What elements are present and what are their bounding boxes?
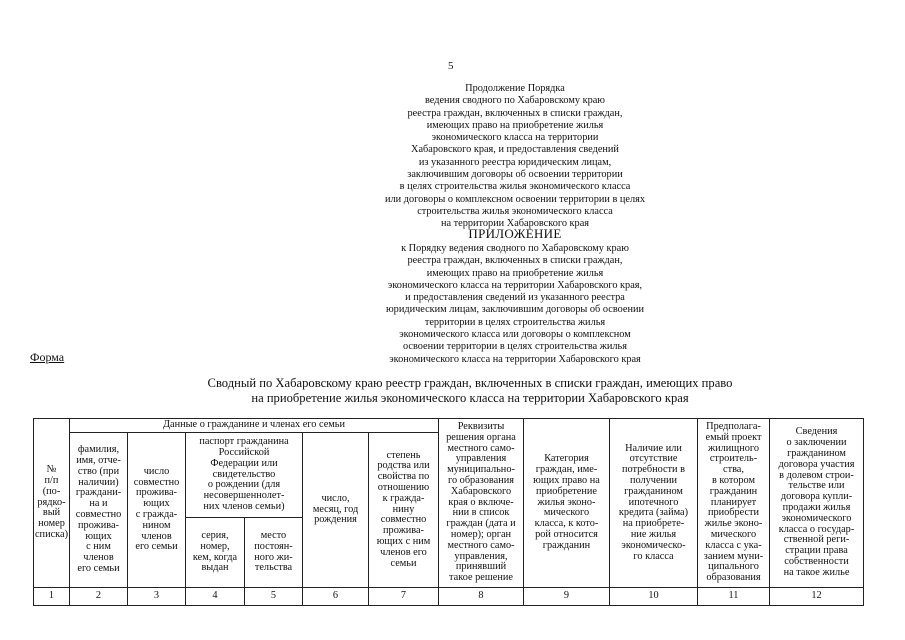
text-line: отсутствие — [629, 453, 678, 465]
text-line: в целях строительства жилья экономического класса — [399, 181, 631, 193]
text-line: такое решение — [449, 572, 513, 584]
text-line: номер — [38, 518, 65, 530]
text-line: договора купли- — [780, 491, 853, 503]
text-line: Предполага- — [706, 421, 761, 433]
text-line: экономического класса на территории — [431, 132, 599, 144]
text-line: прожива- — [136, 487, 177, 499]
text-line: нину — [392, 503, 415, 515]
text-line: к Порядку ведения сводного по Хабаровскому краю — [401, 243, 629, 254]
text-line: продажи жилья — [782, 502, 851, 513]
text-line: в долевом строи- — [779, 469, 854, 481]
text-line: ние жилья — [630, 528, 677, 540]
header-decision-details — [439, 419, 524, 588]
text-line: совместно — [380, 514, 427, 526]
text-line: экономического класса на территории Хабаровского края, — [387, 279, 643, 291]
text-line: ипотечного — [628, 496, 679, 508]
text-line: с ним — [86, 541, 111, 553]
text-line: го образования — [447, 475, 514, 486]
text-line: жилья эконо- — [537, 496, 596, 508]
text-line: граждан, име- — [535, 464, 598, 476]
text-line: экономического — [781, 512, 852, 524]
text-line: реестра граждан, включенных в списки граждан, — [407, 107, 623, 119]
continuation-header — [360, 83, 670, 231]
text-line: класса, к кото- — [534, 518, 599, 530]
header-passport — [186, 433, 303, 518]
col-number: 11 — [698, 588, 770, 606]
text-line: паспорт гражданина — [199, 436, 289, 448]
text-line: число, — [321, 492, 350, 504]
text-line: го класса — [633, 550, 674, 562]
text-line: ведения сводного по Хабаровскому краю — [425, 95, 605, 107]
col-number: 2 — [70, 588, 128, 606]
text-line: граждан (дата и — [446, 518, 516, 530]
text-line: местного само- — [447, 442, 515, 454]
text-line: граждани- — [75, 487, 122, 499]
text-line: гражданином — [624, 485, 683, 497]
text-line: Категория — [544, 453, 589, 465]
header-kinship — [369, 433, 439, 588]
column-numbers-row — [34, 588, 864, 606]
text-line: его семьи — [135, 541, 178, 553]
text-line: приобретение — [536, 485, 597, 497]
text-line: занием муни- — [703, 550, 764, 562]
text-line: жилищного — [708, 442, 759, 454]
text-line: отношению — [377, 482, 430, 493]
text-line: гражданином — [787, 448, 846, 460]
col-number: 6 — [303, 588, 369, 606]
text-line: тельства — [254, 562, 293, 574]
page-number: 5 — [448, 60, 454, 72]
text-line: класса о государ- — [778, 523, 855, 535]
col-number: 3 — [128, 588, 186, 606]
text-line: несовершеннолет- — [203, 490, 285, 502]
text-line: кредита (займа) — [618, 507, 689, 519]
text-line: юридическим лицам, заключившим договоры об освоении — [385, 304, 645, 316]
text-line: собственности — [784, 555, 849, 567]
text-line: рядко- — [37, 496, 66, 508]
text-line: принявший — [455, 561, 507, 573]
text-line: получении — [629, 475, 678, 486]
text-line: степень — [386, 449, 421, 461]
form-label: Форма — [30, 350, 65, 364]
col-number: 7 — [369, 588, 439, 606]
text-line: совместно — [75, 509, 122, 520]
text-line: ственной реги- — [783, 534, 850, 546]
text-line: (по- — [42, 485, 61, 497]
text-line: них членов семьи) — [203, 500, 285, 512]
text-line: имеющих право на приобретение жилья — [426, 267, 604, 279]
text-line: № — [46, 464, 57, 476]
text-line: родства или — [377, 460, 430, 472]
text-line: Сводный по Хабаровскому краю реестр граждан, включенных в списки граждан, имеющих право — [207, 376, 733, 390]
text-line: постоян- — [254, 540, 293, 552]
text-line: страции права — [785, 545, 848, 557]
text-line: Наличие или — [625, 442, 682, 454]
col-number: 5 — [245, 588, 303, 606]
text-line: местного само- — [447, 539, 515, 551]
header-residence — [245, 518, 303, 588]
text-line: свойства по — [377, 471, 430, 483]
header-family-count — [128, 433, 186, 588]
text-line: вый — [42, 507, 61, 519]
text-line: освоении территории в целях строительства жилья — [402, 341, 627, 353]
col-number: 9 — [524, 588, 610, 606]
text-line: на приобрете- — [622, 518, 685, 530]
text-line: Реквизиты — [457, 421, 505, 433]
text-line: договора участия — [778, 458, 855, 470]
text-line: ство (при — [77, 465, 120, 477]
text-line: мического — [543, 507, 590, 519]
text-line: управления, — [454, 550, 508, 562]
text-line: строитель- — [709, 453, 758, 465]
text-line: нином — [142, 519, 171, 531]
text-line: решения органа — [446, 431, 516, 443]
text-line: кем, когда — [192, 551, 238, 563]
text-line: фамилия, — [77, 444, 120, 456]
text-line: приобрести — [707, 507, 760, 519]
text-line: нии в список — [452, 507, 510, 519]
text-line: на и — [89, 498, 108, 510]
text-line: территории в целях строительства жилья — [424, 316, 606, 328]
header-row-number — [34, 419, 70, 588]
text-line: наличии) — [78, 476, 119, 488]
text-line: членов его — [380, 546, 427, 558]
text-line: Хабаровского края, и предоставления сведений — [411, 144, 619, 156]
text-line: число — [143, 465, 170, 477]
text-line: Российской — [218, 447, 270, 458]
header-housing-project — [698, 419, 770, 588]
registry-table — [33, 418, 864, 606]
text-line: потребности в — [621, 464, 686, 476]
text-line: экономическо- — [621, 539, 686, 551]
text-line: строительства жилья экономического класса — [417, 205, 613, 217]
text-line: ства, — [723, 464, 744, 476]
text-line: ющих право на — [533, 475, 600, 486]
text-line: место — [260, 529, 287, 541]
text-line: ющих с ним — [376, 535, 431, 547]
text-line: заключившим договоры об освоении территории — [407, 169, 623, 181]
text-line: на приобретение жилья экономического класса на территории Хабаровского края — [251, 390, 689, 405]
text-line: экономического класса или договоры о комплексном — [399, 329, 631, 341]
header-contract-info — [770, 419, 864, 588]
text-line: гражданин — [542, 539, 591, 551]
text-line: мического — [710, 528, 757, 540]
text-line: в котором — [711, 475, 756, 486]
text-line: рождения — [314, 514, 357, 526]
text-line: образования — [706, 572, 761, 584]
text-line: списка) — [34, 528, 68, 540]
text-line: о заключении — [786, 437, 847, 449]
text-line: на территории Хабаровского края — [440, 218, 590, 230]
text-line: Хабаровского — [450, 485, 512, 497]
text-line: ющих — [143, 498, 170, 510]
text-line: емый проект — [705, 431, 762, 443]
text-line: и предоставления сведений из указанного реестра — [405, 292, 625, 304]
header-passport-series — [186, 518, 245, 588]
appendix-reference — [360, 243, 670, 366]
text-line: Федерации или — [210, 457, 278, 469]
text-line: Сведения — [795, 426, 838, 438]
text-line: рой относится — [535, 528, 598, 540]
text-line: гражданин — [709, 485, 758, 497]
text-line: класса с ука- — [705, 539, 762, 551]
col-number: 12 — [770, 588, 864, 606]
text-line: ципального — [708, 561, 759, 573]
text-line: управления — [455, 453, 507, 465]
header-category — [524, 419, 610, 588]
appendix-title: ПРИЛОЖЕНИЕ — [468, 226, 562, 241]
text-line: с гражда- — [135, 509, 178, 520]
text-line: экономического класса на территории Хабаровского края — [389, 353, 641, 365]
text-line: о рождении (для — [207, 479, 281, 491]
text-line: края о включе- — [448, 496, 514, 508]
header-mortgage-need — [610, 419, 698, 588]
text-line: выдан — [201, 562, 229, 574]
text-line: номер, — [200, 540, 230, 552]
text-line: членов — [83, 552, 114, 564]
text-line: на такое жилье — [783, 566, 850, 578]
text-line: семьи — [390, 557, 417, 569]
text-line: ного жи- — [254, 551, 293, 563]
header-full-name — [70, 433, 128, 588]
text-line: совместно — [133, 476, 180, 488]
text-line: или договоры о комплексном освоении территории в целях — [385, 193, 645, 205]
registry-title — [120, 376, 820, 405]
text-line: свидетельство — [212, 468, 276, 480]
col-number: 8 — [439, 588, 524, 606]
text-line: Продолжение Порядка — [465, 83, 565, 94]
text-line: из указанного реестра юридическим лицам, — [418, 156, 612, 168]
col-number: 1 — [34, 588, 70, 606]
text-line: серия, — [201, 529, 229, 541]
text-line: планирует — [710, 496, 757, 508]
text-line: муниципально- — [447, 464, 515, 476]
text-line: п/п — [44, 475, 59, 486]
text-line: к гражда- — [382, 492, 425, 504]
header-birth-date — [303, 433, 369, 588]
text-line: номер); орган — [450, 528, 512, 540]
text-line: реестра граждан, включенных в списки граждан, — [407, 255, 623, 267]
col-number: 4 — [186, 588, 245, 606]
header-citizen-data: Данные о гражданине и членах его семьи — [70, 419, 439, 433]
text-line: имя, отче- — [76, 455, 121, 467]
text-line: жилье эконо- — [704, 518, 763, 530]
text-line: его семьи — [77, 562, 120, 574]
text-line: членов — [141, 530, 172, 542]
text-line: прожива- — [78, 519, 119, 531]
text-line: прожива- — [383, 525, 424, 537]
text-line: ющих — [85, 530, 112, 542]
text-line: имеющих право на приобретение жилья — [426, 119, 604, 131]
col-number: 10 — [610, 588, 698, 606]
text-line: тельстве или — [788, 480, 845, 492]
text-line: месяц, год — [312, 503, 359, 515]
